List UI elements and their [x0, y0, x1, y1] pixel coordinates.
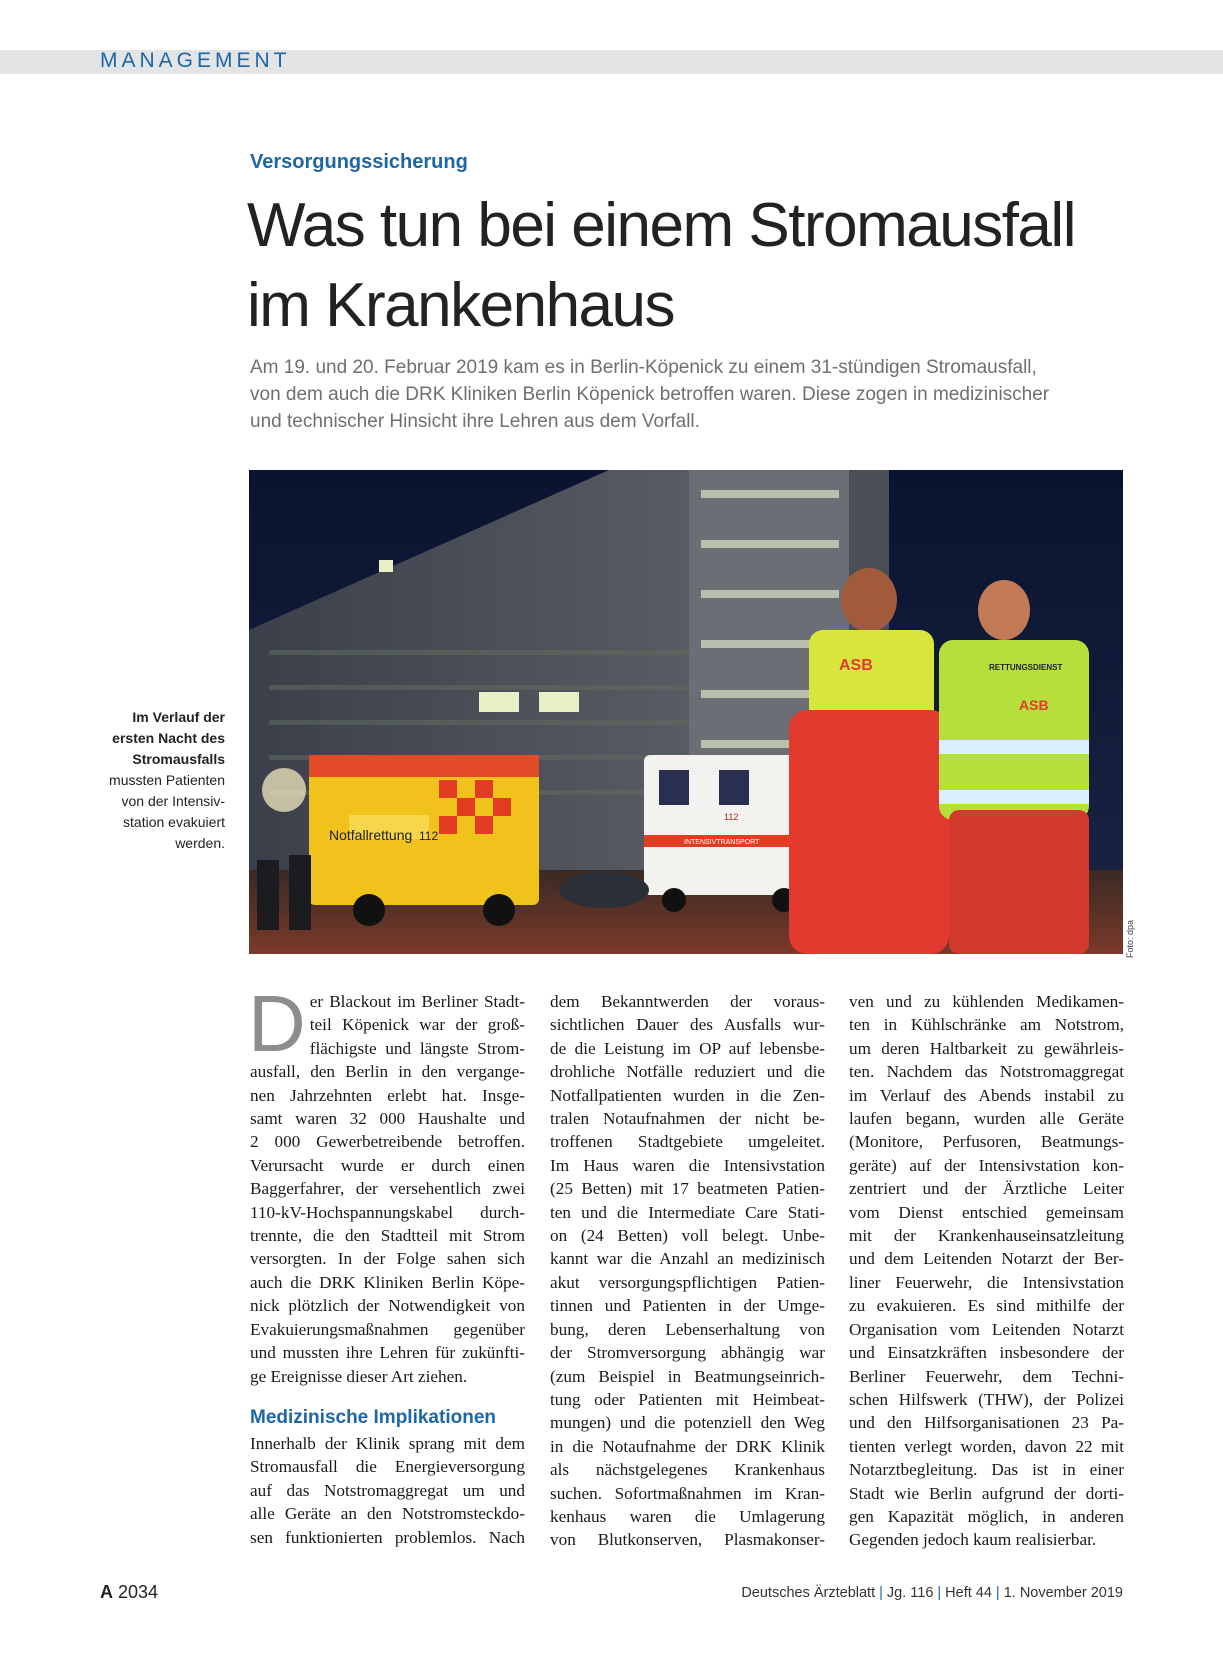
body-line: nen Jahrzehnten erlebt hat. Insge- — [250, 1085, 525, 1105]
body-line: um deren Haltbarkeit zu gewährleis- — [849, 1038, 1124, 1058]
article-headline — [247, 186, 1147, 346]
vest-left-sign: ASB — [839, 657, 873, 674]
caption-line: Im Verlauf der — [132, 709, 225, 725]
body-line: Innerhalb der Klinik sprang mit dem — [250, 1433, 525, 1453]
body-line: on (24 Betten) voll belegt. Unbe- — [550, 1226, 825, 1246]
body-line: (zum Beispiel in Beatmungseinrich- — [550, 1366, 825, 1386]
body-line: de die Leistung im OP auf lebensbe- — [550, 1038, 825, 1058]
journal-volume: Jg. 116 — [886, 1585, 934, 1601]
journal-date: 1. November 2019 — [1003, 1585, 1123, 1601]
body-column-2 — [550, 990, 825, 1552]
body-line: laufen begann, wurden alle Geräte — [849, 1109, 1124, 1129]
body-line: kannt war die Anzahl an medizinisch — [550, 1249, 825, 1269]
caption-line: von der Intensiv- — [121, 793, 225, 809]
body-line: teil Köpenick war der groß- — [309, 1015, 525, 1035]
caption-line: ersten Nacht des — [112, 730, 225, 746]
body-line: akut versorgungspflichtigen Patien- — [550, 1272, 825, 1292]
caption-line: werden. — [175, 835, 225, 851]
body-line: bung, deren Lebenserhaltung von — [550, 1319, 825, 1339]
dropcap: D — [248, 979, 306, 1068]
page-prefix: A — [100, 1582, 113, 1602]
body-line: kenhaus waren die Umlagerung — [550, 1506, 825, 1526]
body-line: Notarztbegleitung. Das ist in einer — [849, 1460, 1124, 1480]
section-subhead: Medizinische Implikationen — [250, 1406, 496, 1428]
body-line: (Monitore, Perfusoren, Beatmungs- — [849, 1132, 1124, 1152]
body-line: tralen Notaufnahmen der nicht be- — [550, 1109, 825, 1129]
body-line: dem Bekanntwerden der voraus- — [550, 992, 825, 1011]
body-line: ausfall, den Berlin in den vergange- — [250, 1062, 525, 1082]
body-line: liner Feuerwehr, die Intensivstation — [849, 1272, 1124, 1292]
body-line: Stadt wie Berlin aufgrund der dorti- — [849, 1483, 1124, 1503]
body-line: zentriert und der Ärztliche Leiter — [849, 1179, 1124, 1199]
body-line: von Blutkonserven, Plasmakonser- — [550, 1530, 825, 1550]
body-line: Organisation vom Leitenden Notarzt — [849, 1319, 1124, 1339]
photo-credit: Foto: dpa — [1125, 919, 1135, 958]
journal-issue: Heft 44 — [945, 1585, 992, 1601]
body-line: Im Haus waren die Intensivstation — [550, 1155, 825, 1175]
body-line: Berliner Feuerwehr, dem Techni- — [849, 1366, 1124, 1386]
section-label: MANAGEMENT — [100, 49, 291, 72]
body-line: samt waren 32 000 Haushalte und — [250, 1109, 525, 1129]
body-line: mungen) und die potenziell den Weg — [550, 1413, 825, 1433]
body-line: Notfallpatienten wurden in die Zen- — [550, 1085, 825, 1105]
page-number-value: 2034 — [118, 1582, 159, 1602]
body-column-1 — [248, 979, 525, 1549]
body-line: tung oder Patienten mit Heimbeat- — [550, 1389, 825, 1409]
body-line: Verursacht wurde er durch einen — [250, 1155, 525, 1175]
body-line: vom Dienst entschied gemeinsam — [849, 1202, 1124, 1222]
body-line: schen Hilfswerk (THW), der Polizei — [849, 1389, 1124, 1409]
vest-right-top-sign: RETTUNGSDIENST — [989, 663, 1063, 672]
caption-line: mussten Patienten — [109, 772, 225, 788]
body-line: gen Kapazität möglich, in anderen — [849, 1506, 1124, 1526]
photo-caption — [70, 707, 225, 854]
body-line: versorgten. In der Folge sahen sich — [250, 1249, 525, 1269]
body-line: ven und zu kühlenden Medikamen- — [849, 992, 1124, 1011]
journal-footer — [741, 1585, 1123, 1601]
caption-bold — [70, 707, 225, 770]
body-line: er Blackout im Berliner Stadt- — [309, 992, 525, 1011]
body-line: und dem Leitenden Notarzt der Ber- — [849, 1249, 1124, 1269]
body-line: auch die DRK Kliniken Berlin Köpe- — [250, 1272, 525, 1292]
body-line: im Verlauf des Abends instabil zu — [849, 1085, 1124, 1105]
body-line: (25 Betten) mit 17 beatmeten Patien- — [550, 1179, 825, 1199]
footer-separator: | — [937, 1585, 942, 1601]
body-line: mit der Krankenhauseinsatzleitung — [849, 1226, 1124, 1246]
body-line: 110-kV-Hochspannungskabel durch- — [250, 1202, 525, 1222]
headline-line: im Krankenhaus — [247, 271, 675, 340]
body-line: tienten verlegt worden, davon 22 mit — [849, 1436, 1124, 1456]
body-line: und Einsatzkräften insbesondere der — [849, 1343, 1124, 1363]
body-line: in die Notaufnahme der DRK Klinik — [550, 1436, 825, 1456]
body-line: troffenen Stadtgebiete umgeleitet. — [550, 1132, 825, 1152]
body-line: alle Geräte an den Notstromsteckdo- — [250, 1504, 525, 1524]
page-number — [100, 1582, 158, 1603]
body-line: drohliche Notfälle reduziert und die — [550, 1062, 825, 1082]
body-line: trennte, die den Stadtteil mit Strom — [250, 1226, 525, 1246]
body-line: und mussten ihre Lehren für zukünfti- — [250, 1343, 525, 1363]
body-line: flächigste und längste Strom- — [309, 1038, 525, 1058]
ambulance-right-number: 112 — [724, 812, 739, 822]
ambulance-left — [309, 755, 539, 926]
body-line: suchen. Sofortmaßnahmen im Kran- — [550, 1483, 825, 1503]
caption-line: station evakuiert — [123, 814, 225, 830]
body-line: sichtlichen Dauer des Ausfalls wur- — [550, 1015, 825, 1035]
body-line: Gegenden jedoch kaum realisierbar. — [849, 1530, 1097, 1550]
body-line: ten. Nachdem das Notstromaggregat — [849, 1062, 1124, 1082]
vest-right-sign: ASB — [1019, 697, 1049, 713]
ambulance-right-sign: INTENSIVTRANSPORT — [684, 839, 760, 846]
journal-name: Deutsches Ärzteblatt — [741, 1585, 876, 1601]
article-photo — [249, 470, 1123, 954]
body-line: auf das Notstromaggregat um und — [250, 1480, 525, 1500]
body-column-3 — [849, 990, 1124, 1552]
headline-line: Was tun bei einem Stromausfall — [247, 191, 1075, 260]
body-line: der Stromversorgung abhängig war — [550, 1343, 825, 1363]
lead-line: und technischer Hinsicht ihre Lehren aus dem Vorfall. — [250, 411, 700, 432]
article-lead — [250, 354, 1110, 435]
body-line: sen funktionierten problemlos. Nach — [250, 1527, 525, 1547]
ambulance-left-number: 112 — [419, 829, 439, 843]
body-line: 2 000 Gewerbetreibende betroffen. — [250, 1132, 525, 1152]
article-kicker: Versorgungssicherung — [250, 151, 468, 173]
lead-line: von dem auch die DRK Kliniken Berlin Köpenick betroffen waren. Diese zogen in medizinischer — [250, 384, 1050, 405]
body-line: Baggerfahrer, der versehentlich zwei — [250, 1179, 525, 1199]
body-line: ten und die Intermediate Care Stati- — [550, 1202, 825, 1222]
body-line: Evakuierungsmaßnahmen gegenüber — [250, 1319, 525, 1339]
body-line: als nächstgelegenes Krankenhaus — [550, 1460, 825, 1480]
body-line: zu evakuieren. Es sind mithilfe der — [849, 1296, 1124, 1316]
footer-separator: | — [879, 1585, 883, 1601]
body-line: ge Ereignisse dieser Art ziehen. — [250, 1366, 468, 1386]
ambulance-right — [644, 755, 814, 912]
body-line: tinnen und Patienten in der Umge- — [550, 1296, 825, 1316]
lead-line: Am 19. und 20. Februar 2019 kam es in Berlin-Köpenick zu einem 31-stündigen Stromausfall, — [250, 357, 1037, 378]
body-line: und den Hilfsorganisationen 23 Pa- — [849, 1413, 1124, 1433]
body-line: Stromausfall die Energieversorgung — [250, 1457, 525, 1477]
footer-separator: | — [995, 1585, 1000, 1601]
ambulance-left-sign: Notfallrettung — [329, 827, 413, 843]
body-line: geräte) auf der Intensivstation kon- — [849, 1155, 1124, 1175]
body-line: nick plötzlich der Notwendigkeit von — [250, 1296, 525, 1316]
caption-line: Stromausfalls — [132, 751, 225, 767]
body-line: ten in Kühlschränke am Notstrom, — [849, 1015, 1124, 1035]
